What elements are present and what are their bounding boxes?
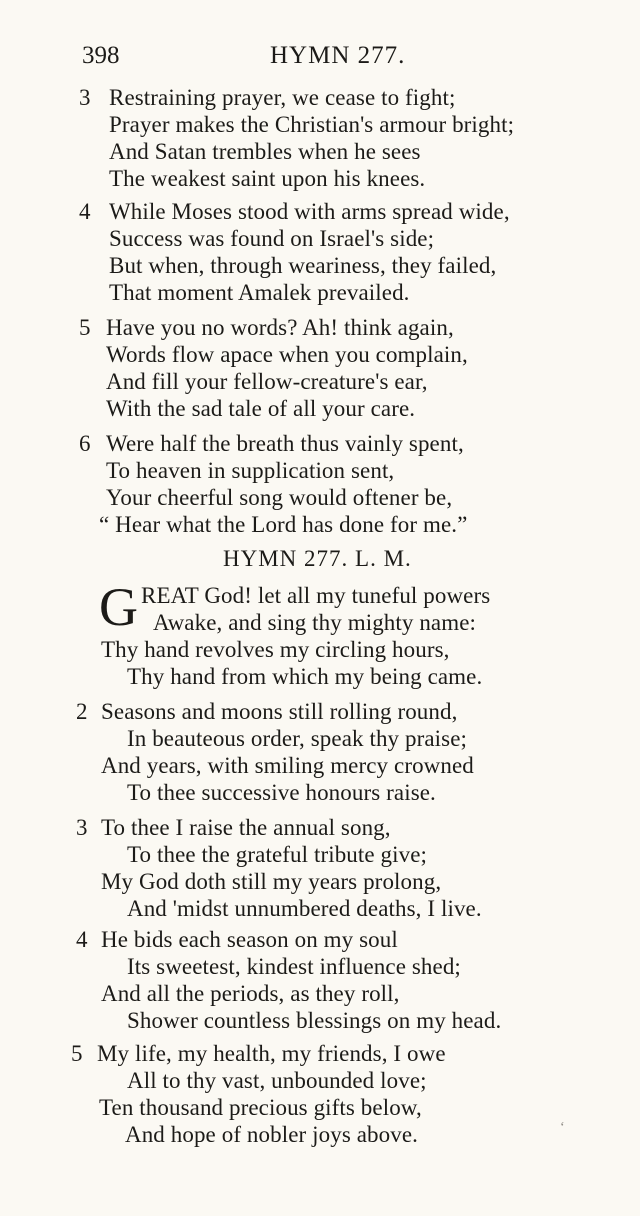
verse-line: Shower countless blessings on my head.: [127, 1008, 502, 1033]
page-header: [82, 42, 622, 74]
verse-line: Its sweetest, kindest influence shed;: [127, 954, 461, 979]
verse-line: Have you no words? Ah! think again,: [106, 315, 454, 340]
stanza-number: 3: [79, 85, 91, 110]
verse-line: All to thy vast, unbounded love;: [127, 1068, 427, 1093]
verse-line: Your cheerful song would oftener be,: [106, 485, 453, 510]
verse-line: But when, through weariness, they failed,: [109, 253, 497, 278]
stanza-number: 2: [76, 699, 88, 724]
verse-line: And hope of nobler joys above.: [125, 1122, 418, 1147]
stanza-number: 5: [79, 315, 91, 340]
running-title: HYMN 277.: [270, 42, 406, 69]
verse-line: Restraining prayer, we cease to fight;: [109, 85, 456, 110]
verse-line: Were half the breath thus vainly spent,: [106, 431, 464, 456]
verse-line: While Moses stood with arms spread wide,: [109, 199, 510, 224]
verse-line: In beauteous order, speak thy praise;: [127, 726, 467, 751]
margin-mark: ‘: [560, 1120, 565, 1135]
verse-line: Seasons and moons still rolling round,: [101, 699, 458, 724]
verse-line: Awake, and sing thy mighty name:: [153, 610, 477, 635]
verse-line: To thee successive honours raise.: [127, 780, 436, 805]
verse-line: REAT God! let all my tuneful powers: [141, 583, 491, 608]
verse-line: My life, my health, my friends, I owe: [97, 1041, 446, 1066]
verse-line: With the sad tale of all your care.: [106, 396, 416, 421]
verse-line: To heaven in supplication sent,: [106, 458, 395, 483]
verse-line: Thy hand revolves my circling hours,: [101, 637, 450, 662]
verse-line: To thee I raise the annual song,: [101, 815, 391, 840]
verse-line: Words flow apace when you complain,: [106, 342, 468, 367]
verse-line: And fill your fellow-creature's ear,: [106, 369, 428, 394]
stanza-number: 4: [79, 199, 91, 224]
verse-line: He bids each season on my soul: [101, 927, 398, 952]
stanza-number: 3: [76, 815, 88, 840]
stanza-number: 4: [76, 927, 88, 952]
verse-line: To thee the grateful tribute give;: [127, 842, 428, 867]
verse-line: And all the periods, as they roll,: [101, 981, 400, 1006]
verse-line: That moment Amalek prevailed.: [109, 280, 410, 305]
verse-line: And years, with smiling mercy crowned: [101, 753, 474, 778]
drop-cap: G: [99, 577, 138, 637]
hymn-title: HYMN 277. L. M.: [223, 546, 412, 571]
page-number: 398: [82, 42, 120, 69]
stanza-number: 5: [71, 1041, 83, 1066]
verse-line: And 'midst unnumbered deaths, I live.: [127, 896, 482, 921]
verse-line: Prayer makes the Christian's armour bright;: [109, 112, 515, 137]
verse-line: And Satan trembles when he sees: [109, 139, 421, 164]
verse-line: “ Hear what the Lord has done for me.”: [99, 512, 468, 537]
stanza-number: 6: [79, 431, 91, 456]
verse-line: The weakest saint upon his knees.: [109, 166, 426, 191]
verse-line: Thy hand from which my being came.: [127, 664, 483, 689]
verse-line: Success was found on Israel's side;: [109, 226, 435, 251]
verse-line: My God doth still my years prolong,: [101, 869, 442, 894]
verse-line: Ten thousand precious gifts below,: [99, 1095, 422, 1120]
